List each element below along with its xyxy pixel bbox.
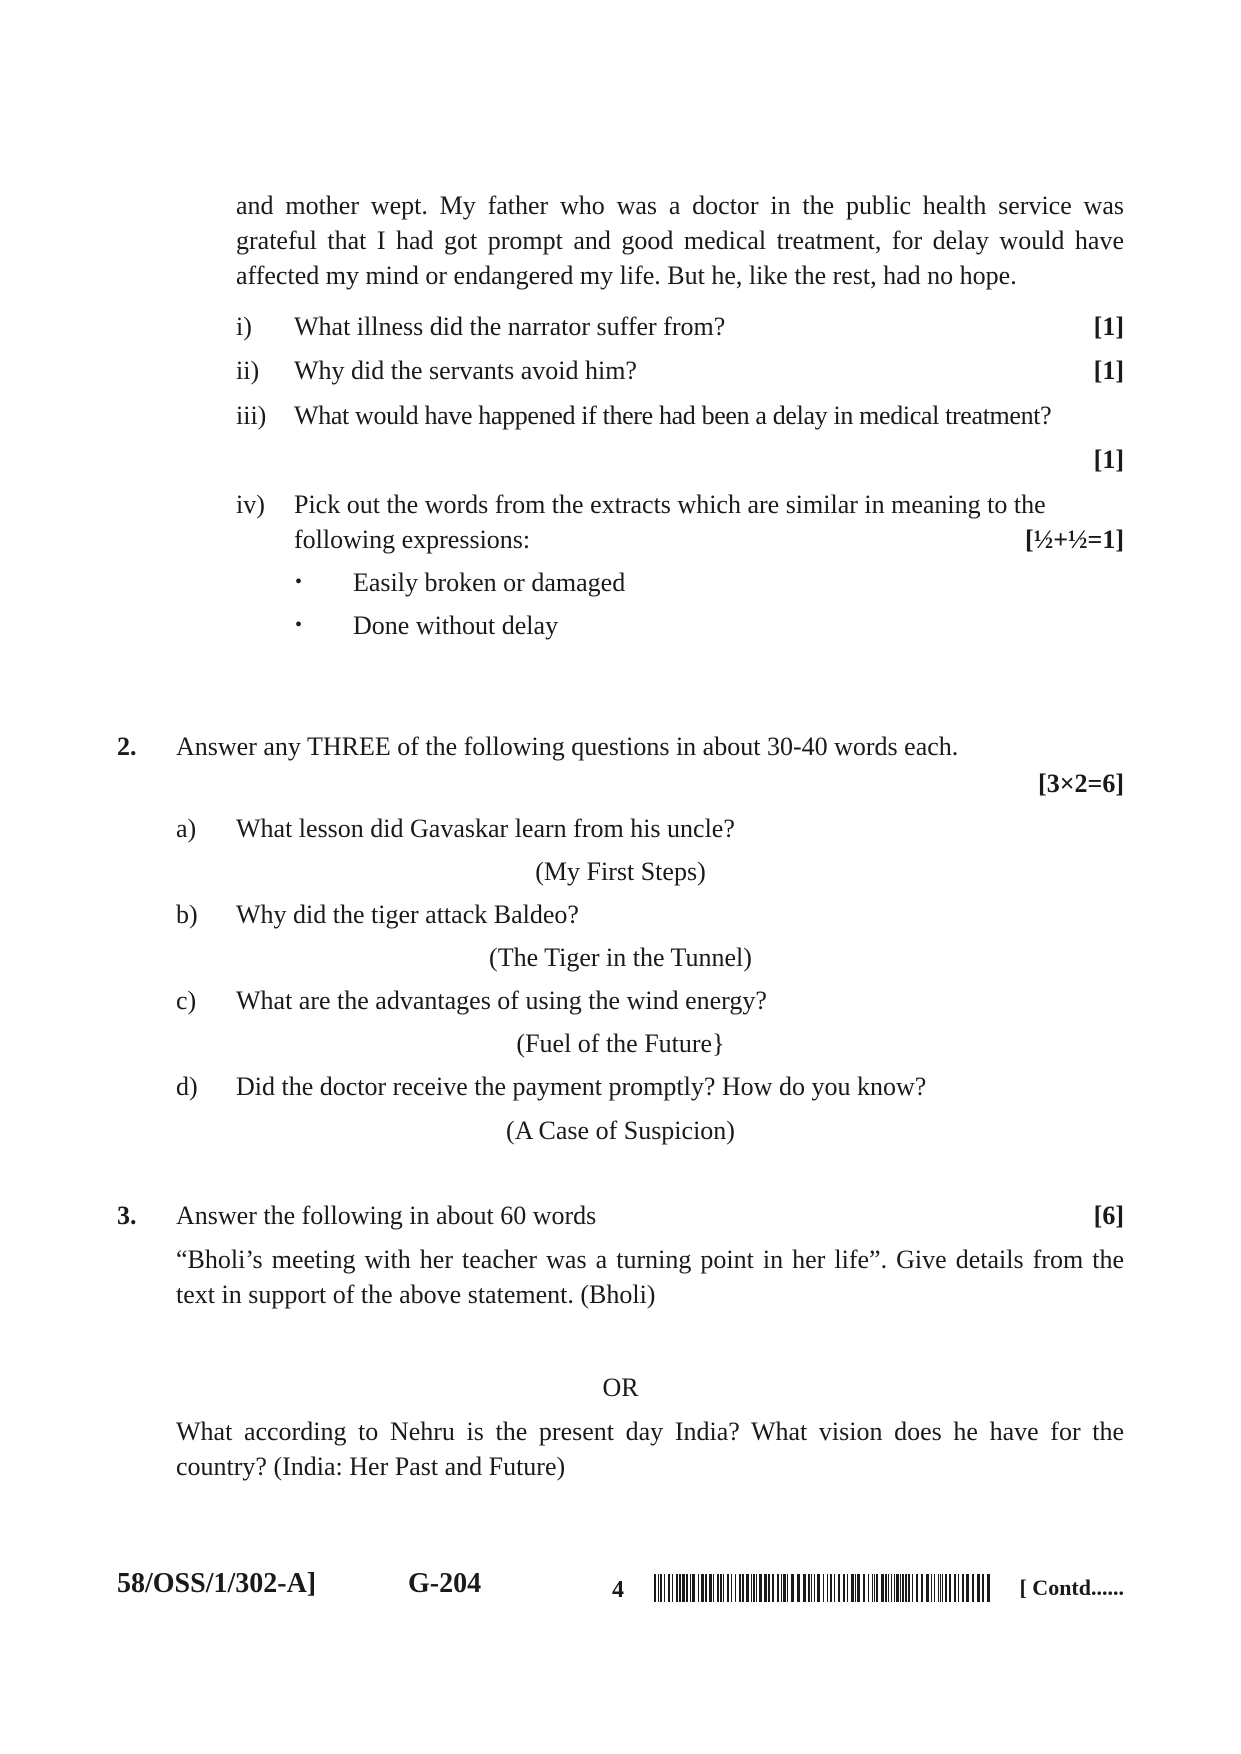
subq-ii-number: ii) [236, 356, 260, 385]
q3-marks: [6] [1093, 1201, 1124, 1230]
q3-question-b: What according to Nehru is the present day India? What vision does he have for the country? (India: Her Past and Future) [176, 1417, 1124, 1481]
barcode-bar [723, 1574, 724, 1602]
barcode-bar [698, 1574, 699, 1602]
barcode-bar [654, 1574, 656, 1602]
barcode-bar [863, 1574, 865, 1602]
barcode-bar [843, 1574, 845, 1602]
barcode-bar [962, 1574, 964, 1602]
barcode-bar [787, 1574, 788, 1602]
subq-iii-number: iii) [236, 401, 267, 430]
barcode-bar [668, 1574, 670, 1602]
barcode-bar [713, 1574, 714, 1602]
barcode-bar [888, 1574, 889, 1602]
barcode-bar [896, 1574, 899, 1602]
barcode-bar [977, 1574, 980, 1602]
barcode-bar [803, 1574, 806, 1602]
barcode-bar [664, 1574, 665, 1602]
or-label: OR [602, 1373, 639, 1402]
bullet-2-text: Done without delay [353, 611, 559, 640]
barcode-bar [682, 1574, 685, 1602]
barcode-bar [746, 1574, 749, 1602]
q2a-number: a) [176, 814, 197, 843]
barcode-bar [847, 1574, 848, 1602]
bullet-2-symbol: • [295, 614, 303, 636]
barcode-bar [690, 1574, 691, 1602]
series-code: G-204 [408, 1568, 482, 1599]
barcode-bar [817, 1574, 820, 1602]
barcode-bar [768, 1574, 770, 1602]
barcode-bar [902, 1574, 904, 1602]
barcode-bar [949, 1574, 951, 1602]
barcode-bar [891, 1574, 892, 1602]
barcode-bar [921, 1574, 923, 1602]
barcode-bar [735, 1574, 736, 1602]
barcode-bar [717, 1574, 719, 1602]
barcode-bar [908, 1574, 910, 1602]
barcode-bar [814, 1574, 815, 1602]
q2-number: 2. [117, 732, 137, 761]
barcode-bar [857, 1574, 860, 1602]
barcode-bar [759, 1574, 762, 1602]
q2b-text: Why did the tiger attack Baldeo? [236, 900, 579, 929]
barcode-bar [834, 1574, 835, 1602]
barcode-bar [811, 1574, 812, 1602]
continued-marker: [ Contd...... [1019, 1575, 1124, 1600]
q2c-number: c) [176, 986, 197, 1015]
barcode-bar [958, 1574, 959, 1602]
barcode-bar [727, 1574, 729, 1602]
barcode-bar [751, 1574, 752, 1602]
q2b-source: (The Tiger in the Tunnel) [489, 943, 752, 972]
barcode-bar [934, 1574, 935, 1602]
barcode-bar [872, 1574, 873, 1602]
subq-i-number: i) [236, 312, 252, 341]
barcode-bar [954, 1574, 956, 1602]
subq-ii-text: Why did the servants avoid him? [294, 356, 637, 385]
barcode-bar [660, 1574, 662, 1602]
barcode-bar [931, 1574, 932, 1602]
barcode-bar [966, 1574, 969, 1602]
barcode-bar [791, 1574, 794, 1602]
passage-text: and mother wept. My father who was a doctor in the public health service was grateful that I had got prompt and good medical treatment, for delay would have affected my mind or endangered my life. But he, like the rest, had no hope. [236, 191, 1124, 290]
barcode-bar [851, 1574, 854, 1602]
barcode-bar [912, 1574, 913, 1602]
barcode-bar [940, 1574, 941, 1602]
barcode-bar [945, 1574, 947, 1602]
barcode-bar [742, 1574, 744, 1602]
subq-iv-text-line1: Pick out the words from the extracts which are similar in meaning to the [294, 490, 1046, 519]
barcode-bar [874, 1574, 875, 1602]
barcode-bar [705, 1574, 707, 1602]
q2c-source: (Fuel of the Future} [516, 1029, 725, 1058]
q2c-text: What are the advantages of using the wind energy? [236, 986, 767, 1015]
barcode-bar [868, 1574, 869, 1602]
q2d-number: d) [176, 1072, 198, 1101]
barcode-bar [916, 1574, 918, 1602]
barcode-bar [676, 1574, 678, 1602]
subq-i-text: What illness did the narrator suffer from? [294, 312, 726, 341]
barcode-bar [942, 1574, 943, 1602]
barcode-bar [894, 1574, 895, 1602]
q3-instruction: Answer the following in about 60 words [176, 1201, 597, 1230]
barcode-bar [777, 1574, 779, 1602]
q2-marks: [3×2=6] [1038, 769, 1124, 798]
barcode-bar [885, 1574, 887, 1602]
barcode-bar [797, 1574, 800, 1602]
barcode-bar [739, 1574, 741, 1602]
q2a-source: (My First Steps) [535, 857, 706, 886]
barcode-bar [987, 1574, 990, 1602]
barcode-bar [783, 1574, 786, 1602]
barcode-bar [881, 1574, 884, 1602]
barcode-bar [764, 1574, 767, 1602]
subq-ii-marks: [1] [1093, 356, 1124, 385]
barcode-bar [900, 1574, 901, 1602]
barcode-bar [972, 1574, 974, 1602]
barcode-bar [855, 1574, 856, 1602]
barcode-bar [658, 1574, 659, 1602]
subq-i-marks: [1] [1093, 312, 1124, 341]
barcode-bar [753, 1574, 755, 1602]
subq-iii-marks: [1] [1093, 445, 1124, 474]
barcode-bar [838, 1574, 840, 1602]
barcode-bar [720, 1574, 722, 1602]
q2d-source: (A Case of Suspicion) [506, 1116, 735, 1145]
q2b-number: b) [176, 900, 198, 929]
barcode-bar [876, 1574, 878, 1602]
barcode-bar [781, 1574, 782, 1602]
q2a-text: What lesson did Gavaskar learn from his uncle? [236, 814, 735, 843]
subq-iv-marks: [½+½=1] [1025, 525, 1124, 554]
barcode-bar [679, 1574, 681, 1602]
barcode-bar [692, 1574, 695, 1602]
bullet-1-symbol: • [295, 571, 303, 593]
barcode-bar [756, 1574, 757, 1602]
bullet-1-text: Easily broken or damaged [353, 568, 626, 597]
barcode-bar [905, 1574, 907, 1602]
q3-number: 3. [117, 1201, 137, 1230]
subq-iv-number: iv) [236, 490, 265, 519]
barcode-bar [709, 1574, 712, 1602]
paper-code: 58/OSS/1/302-A] [117, 1568, 317, 1599]
subq-iii-text: What would have happened if there had been a delay in medical treatment? [294, 401, 1052, 430]
q2d-text: Did the doctor receive the payment promptly? How do you know? [236, 1072, 927, 1101]
page-number: 4 [612, 1577, 624, 1603]
barcode-bar [686, 1574, 688, 1602]
barcode-bar [830, 1574, 832, 1602]
barcode-bar [982, 1574, 984, 1602]
barcode-graphic [654, 1574, 996, 1602]
subq-iv-text-line2: following expressions: [294, 525, 531, 554]
q3-question-a: “Bholi’s meeting with her teacher was a turning point in her life”. Give details from the text in support of the above statement. (Bholi) [176, 1245, 1124, 1309]
barcode-bar [926, 1574, 929, 1602]
barcode-bar [672, 1574, 673, 1602]
barcode-bar [938, 1574, 939, 1602]
barcode-bar [827, 1574, 828, 1602]
barcode-bar [701, 1574, 704, 1602]
barcode-bar [823, 1574, 824, 1602]
q2-instruction: Answer any THREE of the following questions in about 30-40 words each. [176, 732, 959, 761]
barcode-bar [772, 1574, 774, 1602]
barcode-bar [731, 1574, 732, 1602]
barcode-bar [808, 1574, 810, 1602]
